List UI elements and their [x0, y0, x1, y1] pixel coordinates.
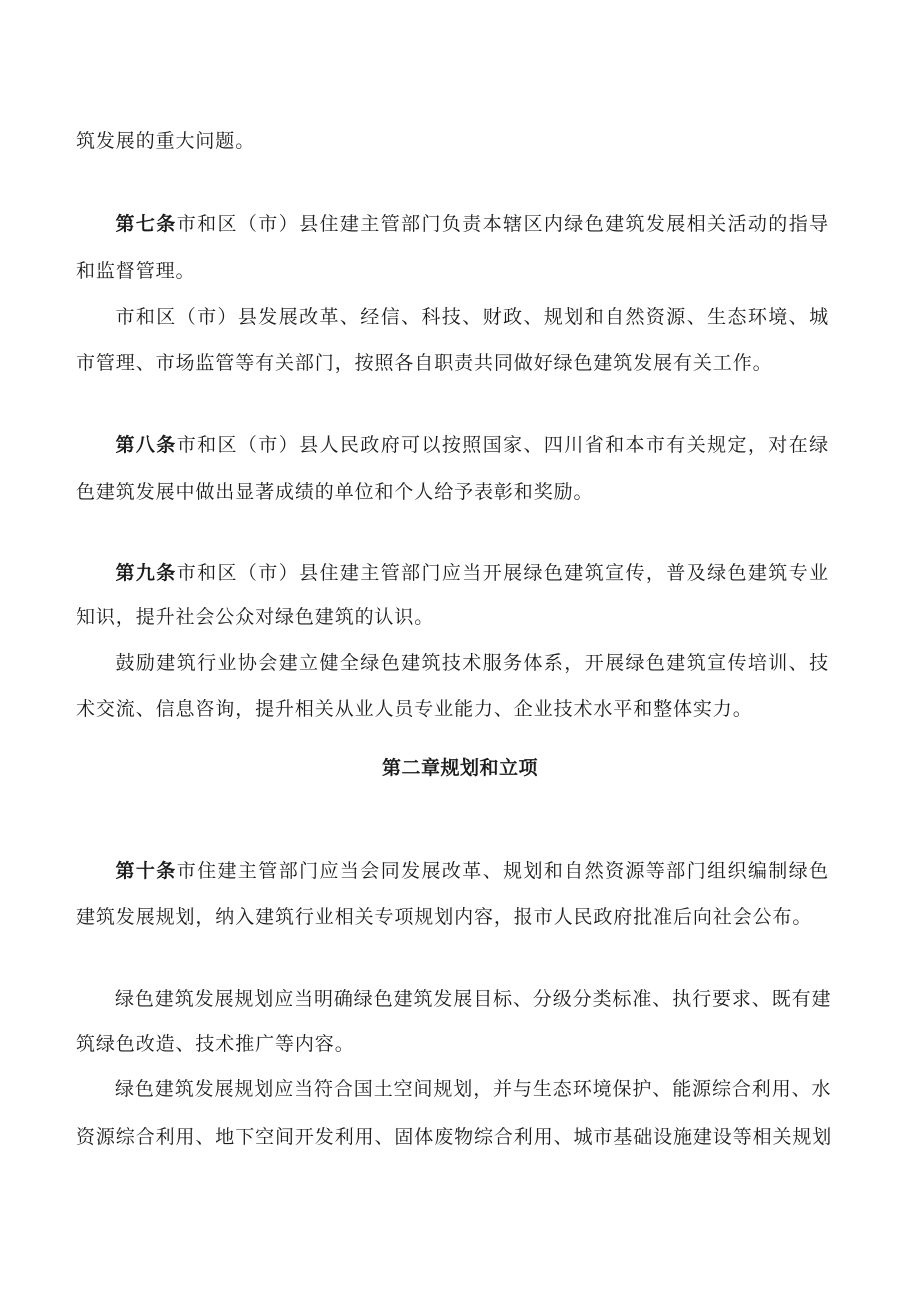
article-10-paragraph-text: 绿色建筑发展规划应当明确绿色建筑发展目标、分级分类标准、执行要求、既有建: [115, 988, 832, 1010]
article-10-paragraph-text: 绿色建筑发展规划应当符合国土空间规划，并与生态环境保护、能源综合利用、水: [115, 1078, 832, 1100]
article-9-line: [76, 561, 829, 585]
article-8-line: [76, 433, 829, 457]
article-7-label: 第七条: [115, 213, 177, 235]
article-9-paragraph-line: [76, 651, 829, 675]
article-8-text: 市和区（市）县人民政府可以按照国家、四川省和本市有关规定，对在绿: [176, 434, 829, 456]
article-10-text: 市住建主管部门应当会同发展改革、规划和自然资源等部门组织编制绿色: [176, 860, 829, 882]
article-7-line: [76, 212, 829, 236]
article-8-line: 色建筑发展中做出显著成绩的单位和个人给予表彰和奖励。: [76, 481, 594, 503]
chapter-title: 第二章规划和立项: [381, 757, 538, 779]
article-9-text: 市和区（市）县住建主管部门应当开展绿色建筑宣传，普及绿色建筑专业: [176, 562, 829, 584]
article-9-paragraph-text: 鼓励建筑行业协会建立健全绿色建筑技术服务体系，开展绿色建筑宣传培训、技: [115, 652, 829, 674]
article-10-paragraph-line: [76, 987, 832, 1011]
article-7-paragraph-line: [76, 305, 829, 329]
article-10-paragraph-line: 资源综合利用、地下空间开发利用、固体废物综合利用、城市基础设施建设等相关规划: [76, 1126, 833, 1148]
article-9-paragraph-line: 术交流、信息咨询，提升相关从业人员专业能力、企业技术水平和整体实力。: [76, 698, 753, 720]
article-10-line: [76, 859, 829, 883]
article-7-line: 和监督管理。: [76, 260, 196, 282]
article-7-paragraph-line: 市管理、市场监管等有关部门，按照各自职责共同做好绿色建筑发展有关工作。: [76, 352, 773, 374]
article-10-line: 建筑发展规划，纳入建筑行业相关专项规划内容，报市人民政府批准后向社会公布。: [76, 906, 813, 928]
article-9-label: 第九条: [115, 562, 177, 584]
article-7-paragraph-text: 市和区（市）县发展改革、经信、科技、财政、规划和自然资源、生态环境、城: [115, 306, 829, 328]
article-9-line: 知识，提升社会公众对绿色建筑的认识。: [76, 606, 435, 628]
article-10-label: 第十条: [115, 860, 177, 882]
article-7-text: 市和区（市）县住建主管部门负责本辖区内绿色建筑发展相关活动的指导: [176, 213, 829, 235]
article-10-paragraph-line: [76, 1077, 832, 1101]
paragraph-line: 筑发展的重大问题。: [76, 130, 256, 152]
article-8-label: 第八条: [115, 434, 177, 456]
article-10-paragraph-line: 筑绿色改造、技术推广等内容。: [76, 1033, 355, 1055]
